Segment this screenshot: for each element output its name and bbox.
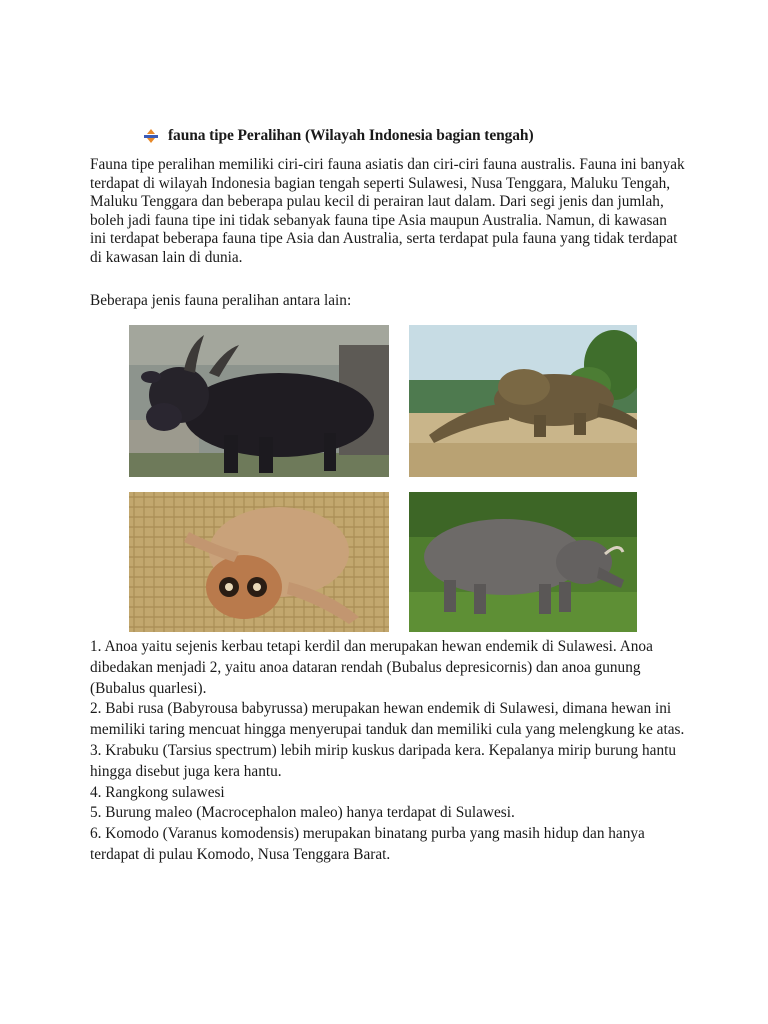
list-line: (Bubalus quarlesi). — [90, 679, 207, 697]
list-line: 5. Burung maleo (Macrocephalon maleo) hanya terdapat di Sulawesi. — [90, 804, 515, 822]
list-line: dibedakan menjadi 2, yaitu anoa dataran rendah (Bubalus depresicornis) dan anoa gunung — [90, 658, 641, 676]
intro-line: ini terdapat beberapa fauna tipe Asia dan Australia, serta terdapat pula fauna yang tidak terdapat — [90, 230, 678, 247]
list-line: 4. Rangkong sulawesi — [90, 783, 225, 801]
anoa-photo — [129, 325, 389, 477]
komodo-photo — [409, 325, 637, 477]
list-line: 2. Babi rusa (Babyrousa babyrussa) merupakan hewan endemik di Sulawesi, dimana hewan ini — [90, 700, 672, 718]
heading-text: fauna tipe Peralihan (Wilayah Indonesia bagian tengah) — [168, 127, 534, 144]
tarsius-photo — [129, 492, 389, 632]
list-line: memiliki taring mencuat hingga menyerupai tanduk dan memiliki cula yang melengkung ke atas. — [90, 721, 685, 739]
list-line: 6. Komodo (Varanus komodensis) merupakan binatang purba yang masih hidup dan hanya — [90, 825, 645, 843]
lead-text: Beberapa jenis fauna peralihan antara lain: — [90, 292, 352, 309]
babirusa-photo — [409, 492, 637, 632]
intro-line: boleh jadi fauna tipe ini tidak sebanyak fauna tipe Asia maupun Australia. Namun, di kawasan — [90, 211, 667, 229]
intro-paragraph — [90, 156, 685, 267]
list-line: hingga disebut juga kera hantu. — [90, 762, 282, 780]
section-heading — [143, 127, 534, 145]
intro-line: Maluku Tenggara dan beberapa pulau kecil di perairan laut dalam. Dari segi jenis dan jumlah, — [90, 193, 664, 210]
bullet-arrow-icon — [143, 129, 159, 143]
intro-line: di kawasan lain di dunia. — [90, 248, 243, 266]
list-line: terdapat di pulau Komodo, Nusa Tenggara Barat. — [90, 845, 391, 863]
intro-line: terdapat di wilayah Indonesia bagian tengah seperti Sulawesi, Nusa Tenggara, Maluku Tengah, — [90, 174, 671, 192]
intro-line: Fauna tipe peralihan memiliki ciri-ciri fauna asiatis dan ciri-ciri fauna australis. Fauna ini banyak — [90, 156, 685, 173]
list-line: 3. Krabuku (Tarsius spectrum) lebih mirip kuskus daripada kera. Kepalanya mirip burung hantu — [90, 741, 677, 759]
fauna-photo-grid — [129, 325, 637, 632]
list-line: 1. Anoa yaitu sejenis kerbau tetapi kerdil dan merupakan hewan endemik di Sulawesi. Anoa — [90, 638, 653, 655]
fauna-list — [90, 637, 685, 866]
